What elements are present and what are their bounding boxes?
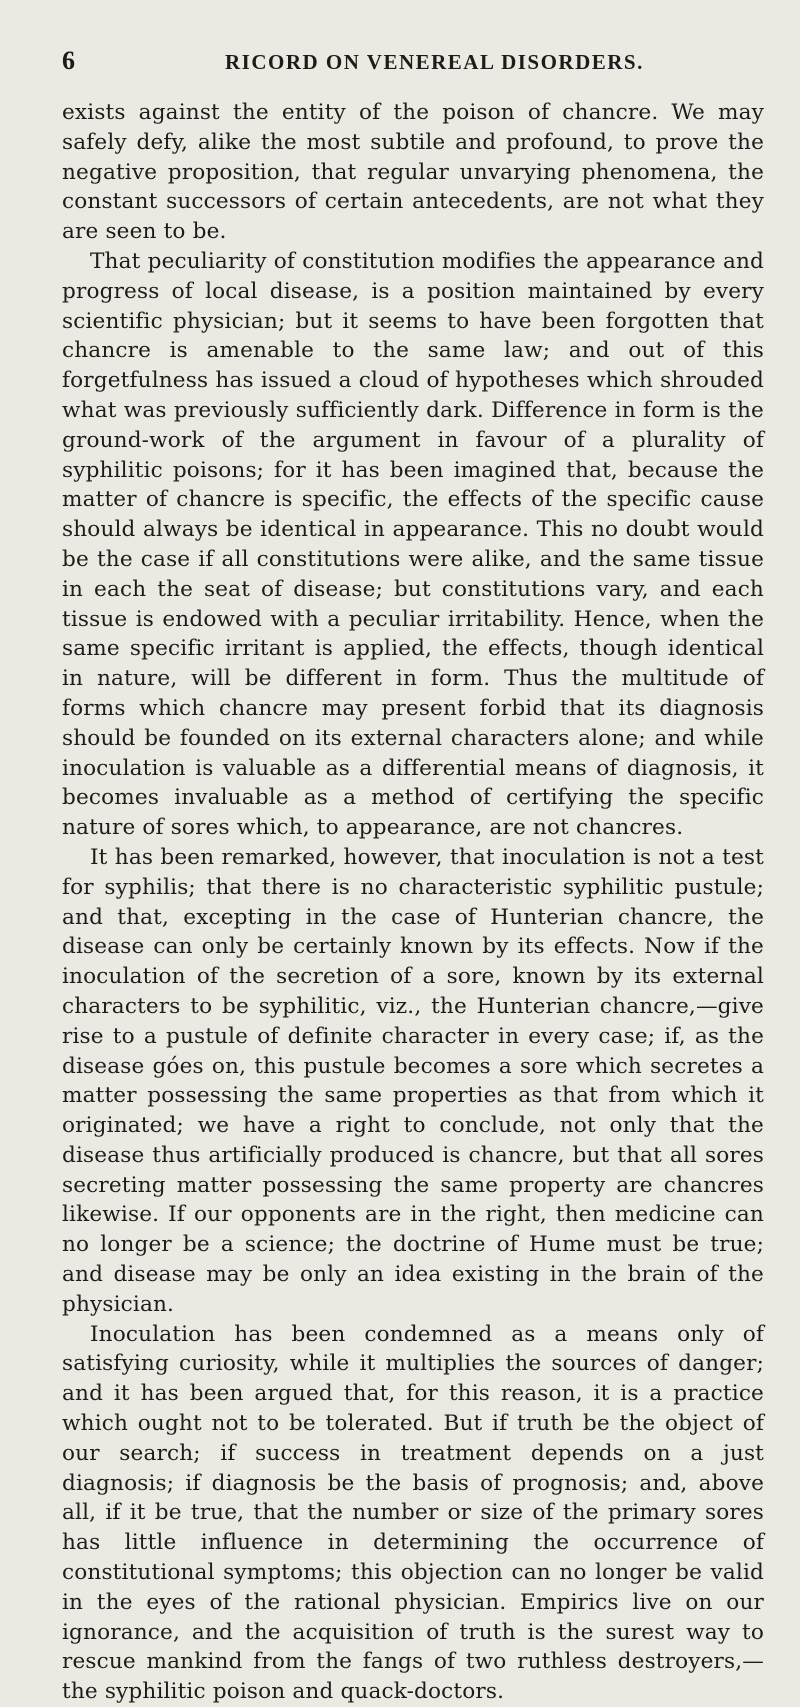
paragraph: It has been remarked, however, that inoculation is not a test for syphilis; that there is no characteristic syphilitic pustule; and that, excepting in the case of Hunterian chancre, the disease can only be certainly known by its effects. Now if the inoculation of the secretion of a sore, known by its external characters to be syphilitic, viz., the Hunterian chancre,—give rise to a pustule of definite character in every case; if, as the disease góes on, this pustule becomes a sore which secretes a matter possessing the same properties as that from which it originated; we have a right to conclude, not only that the disease thus artificially produced is chancre, but that all sores secreting matter possessing the same property are chancres likewise. If our opponents are in the right, then medicine can no longer be a science; the doctrine of Hume must be true; and disease may be only an idea existing in the brain of the physician.	[62, 844, 764, 1317]
running-head	[62, 44, 764, 78]
paragraph: That peculiarity of constitution modifies the appearance and progress of local disease, is a position maintained by every scientific physician; but it seems to have been forgotten that chancre is amenable to the same law; and out of this forgetfulness has issued a cloud of hypotheses which shrouded what was previously sufficiently dark. Difference in form is the ground-work of the argument in favour of a plurality of syphilitic poisons; for it has been imagined that, because the matter of chancre is specific, the effects of the specific cause should always be identical in appearance. This no doubt would be the case if all constitutions were alike, and the same tissue in each the seat of disease; but constitutions vary, and each tissue is endowed with a peculiar irritability. Hence, when the same specific irritant is applied, the effects, though identical in nature, will be different in form. Thus the multitude of forms which chancre may present forbid that its diagnosis should be founded on its external characters alone; and while inoculation is valuable as a differential means of diagnosis, it becomes invaluable as a method of certifying the specific nature of sores which, to appearance, are not chancres.	[62, 248, 764, 841]
body-text	[62, 98, 764, 1707]
paragraph: Inoculation has been condemned as a means only of satisfying curiosity, while it multiplies the sources of danger; and it has been argued that, for this reason, it is a practice which ought not to be tolerated. But if truth be the object of our search; if success in treatment depends on a just diagnosis; if diagnosis be the basis of prognosis; and, above all, if it be true, that the number or size of the primary sores has little influence in determining the occurrence of constitutional symptoms; this objection can no longer be valid in the eyes of the rational physician. Empirics live on our ignorance, and the acquisition of truth is the surest way to rescue mankind from the fangs of two ruthless destroyers,—the syphilitic poison and quack-doctors.	[62, 1321, 764, 1705]
running-title: RICORD ON VENEREAL DISORDERS.	[225, 50, 644, 74]
paragraph: exists against the entity of the poison of chancre. We may safely defy, alike the most subtile and profound, to prove the negative proposition, that regular unvarying phenomena, the constant successors of certain antecedents, are not what they are seen to be.	[62, 100, 764, 245]
page-number: 6	[62, 46, 77, 75]
